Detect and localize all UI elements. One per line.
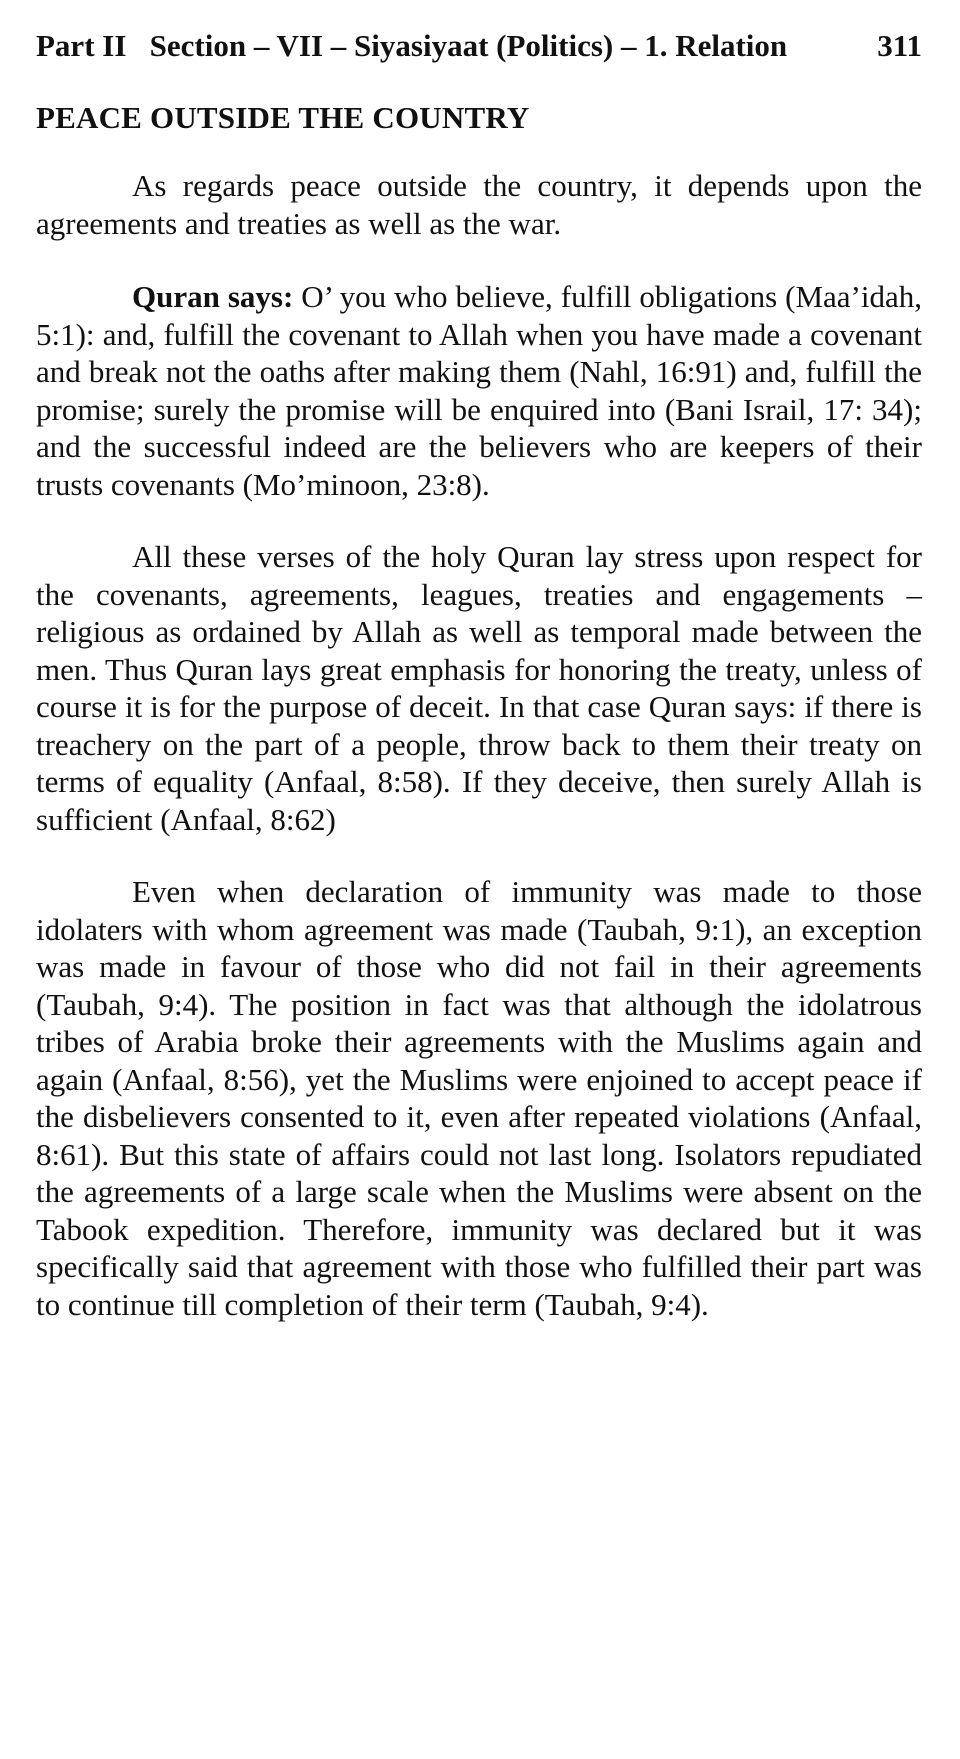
header-section: Section – VII – Siyasiyaat (Politics) – 1. Relation bbox=[149, 28, 788, 63]
paragraph-2-text: O’ you who believe, fulfill obligations (Maa’idah, 5:1): and, fulfill the covenant to Allah when you have made a covenant and break not the oaths after making them (Nahl, 16:91) and, fulfill the promise; surely the promise will be enquired into (Bani Israil, 17: 34); and the successful indeed are the believers who are keepers of their trusts covenants (Mo’minoon, 23:8). bbox=[36, 279, 922, 502]
header-title bbox=[36, 26, 787, 66]
page-number: 311 bbox=[877, 28, 922, 63]
paragraph-2-lead: Quran says: bbox=[132, 279, 294, 314]
running-header bbox=[36, 26, 922, 66]
paragraph-3: All these verses of the holy Quran lay stress upon respect for the covenants, agreements, leagues, treaties and engagements – religious as ordained by Allah as well as temporal made between the men. Thus Quran lays great emphasis for honoring the treaty, unless of course it is for the purpose of deceit. In that case Quran says: if there is treachery on the part of a people, throw back to them their treaty on terms of equality (Anfaal, 8:58). If they deceive, then surely Allah is sufficient (Anfaal, 8:62) bbox=[36, 539, 922, 837]
paragraph-1: As regards peace outside the country, it depends upon the agreements and treaties as well as the war. bbox=[36, 168, 922, 241]
paragraph-4: Even when declaration of immunity was made to those idolaters with whom agreement was made (Taubah, 9:1), an exception was made in favour of those who did not fail in their agreements (Taubah, 9:4). The position in fact was that although the idolatrous tribes of Arabia broke their agreements with the Muslims again and again (Anfaal, 8:56), yet the Muslims were enjoined to accept peace if the disbelievers consented to it, even after repeated violations (Anfaal, 8:61). But this state of affairs could not last long. Isolators repudiated the agreements of a large scale when the Muslims were absent on the Tabook expedition. Therefore, immunity was declared but it was specifically said that agreement with those who fulfilled their part was to continue till completion of their term (Taubah, 9:4). bbox=[36, 874, 922, 1322]
header-part: Part II bbox=[36, 28, 127, 63]
document-page bbox=[36, 26, 922, 1323]
paragraph-2 bbox=[36, 278, 922, 503]
section-heading: PEACE OUTSIDE THE COUNTRY bbox=[36, 100, 530, 135]
